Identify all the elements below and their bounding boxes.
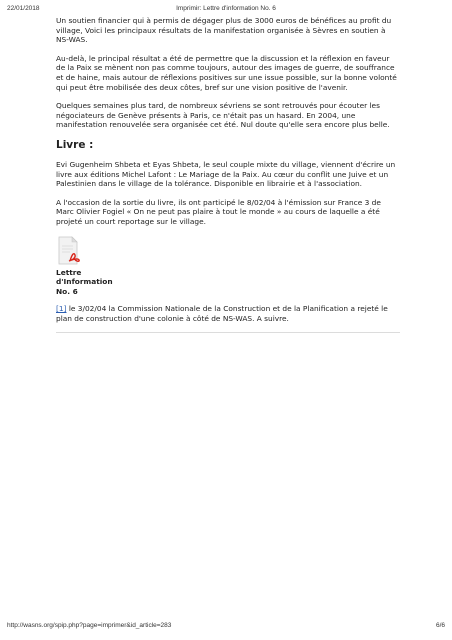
- footnote-text: le 3/02/04 la Commission Nationale de la Construction et de la Planification a rejeté le plan de construction d'une colonie à côté de NS-WAS. A suivre.: [56, 304, 388, 323]
- paragraph-quelques-semaines: Quelques semaines plus tard, de nombreux sévriens se sont retrouvés pour écouter les négociateurs de Genève présents à Paris, ce n'était pas un hasard. En 2004, une manifestation renouvelée sera organisée cet été. Nul doute qu'elle sera encore plus belle.: [56, 101, 390, 130]
- print-footer: [7, 622, 445, 632]
- paragraph-livre-2: A l'occasion de la sortie du livre, ils ont participé le 8/02/04 à l'émission sur France 3 de Marc Olivier Fogiel « On ne peut pas plaire à tout le monde » au cours de laquelle a été projeté un court reportage sur le village.: [56, 197, 381, 226]
- footnote: [56, 304, 400, 323]
- footnote-link[interactable]: [1]: [56, 304, 67, 314]
- print-date: 22/01/2018: [7, 5, 40, 12]
- print-url: http://wasns.org/spip.php?page=imprimer&id_article=283: [7, 622, 172, 629]
- pdf-document-icon[interactable]: [56, 236, 82, 266]
- print-title: Imprimir: Lettre d'information No. 6: [176, 5, 276, 12]
- paragraph-soutien: Un soutien financier qui à permis de dégager plus de 3000 euros de bénéfices au profit du village, Voici les principaux résultats de la manifestation organisée à Sèvres en soutien à NS-WAS.: [56, 16, 392, 45]
- document-label[interactable]: Lettre d'Information No. 6: [56, 267, 113, 296]
- section-title-livre: Livre :: [56, 138, 94, 151]
- print-header: [7, 5, 445, 15]
- document-attachment[interactable]: [56, 236, 400, 297]
- divider: [56, 332, 400, 333]
- page-number: 6/6: [435, 622, 445, 629]
- paragraph-livre-1: Evi Gugenheim Shbeta et Eyas Shbeta, le seul couple mixte du village, viennent d'écrire un livre aux éditions Michel Lafont : Le Mariage de la Paix. Au cœur du conflit une Juive et un Palestinien dans le village de la tolérance. Disponible en librairie et à l'association.: [56, 159, 396, 189]
- article-content: [56, 16, 400, 333]
- paragraph-au-dela: Au-delà, le principal résultat a été de permettre que la discussion et la réflexion en faveur de la Paix se mènent non pas comme toujours, autour des images de guerre, de souffrance et de haine, mais autour de réflexions positives sur une issue possible, sur la bonne volonté qui peut être mobilisée des deux côtes, bref sur une vision positive de l'avenir.: [56, 53, 397, 92]
